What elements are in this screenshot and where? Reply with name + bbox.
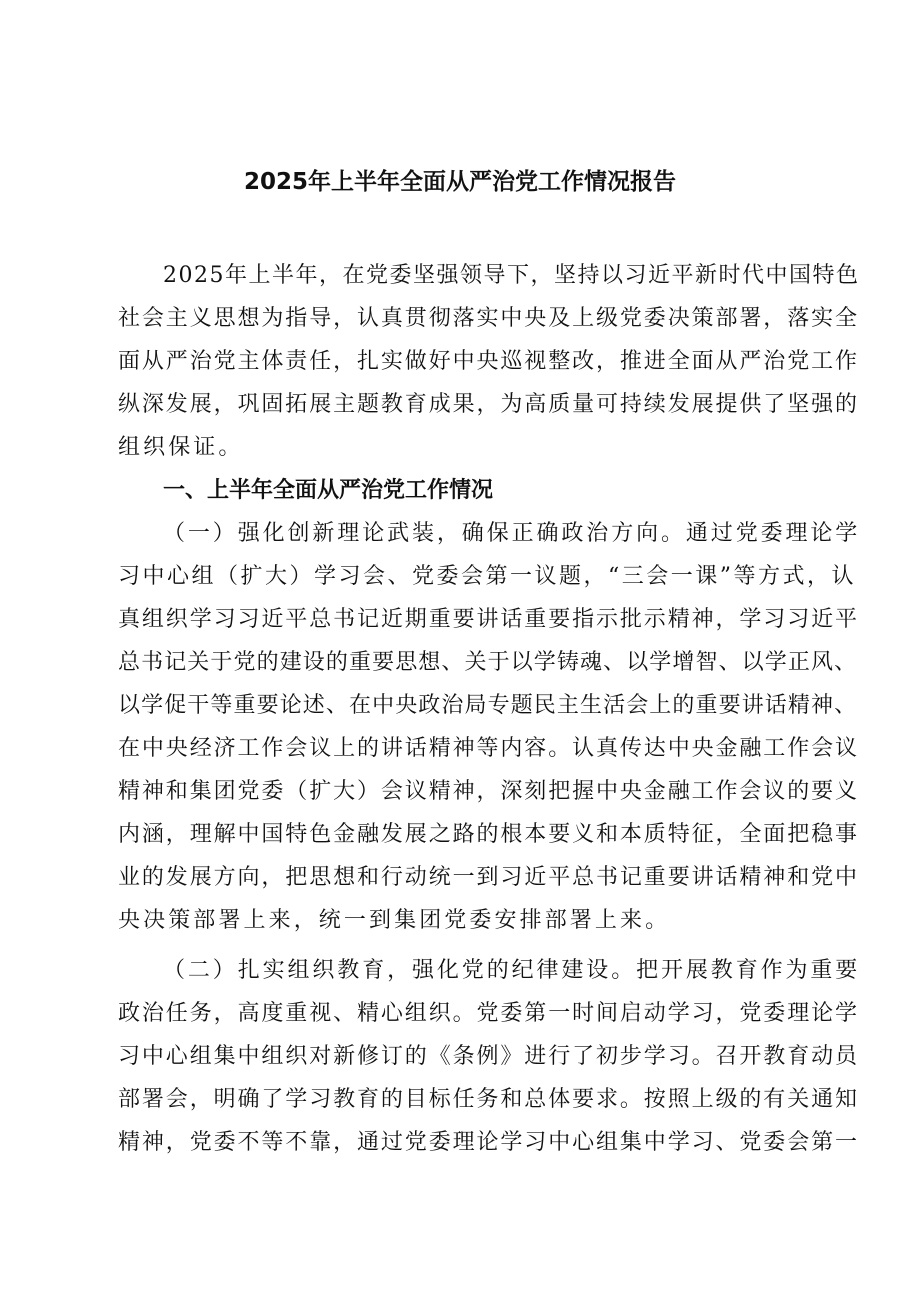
part1-line: 总书记关于党的建设的重要思想、关于以学铸魂、以学增智、以学正风、 [118,650,858,675]
part1-line: 习中心组（扩大）学习会、党委会第一议题，“三会一课”等方式，认 [118,564,856,589]
part1-line: 内涵，理解中国特色金融发展之路的根本要义和本质特征，全面把稳事 [118,822,859,847]
part1-line: 精神和集团党委（扩大）会议精神，深刻把握中央金融工作会议的要义 [118,779,859,804]
intro-line: 面从严治党主体责任，扎实做好中央巡视整改，推进全面从严治党工作 [118,349,859,374]
part1-line: 业的发展方向，把思想和行动统一到习近平总书记重要讲话精神和党中 [118,865,859,890]
part2-line: （二）扎实组织教育，强化党的纪律建设。把开展教育作为重要 [163,958,861,983]
intro-line: 社会主义思想为指导，认真贯彻落实中央及上级党委决策部署，落实全 [118,306,859,331]
document-title: 2025年上半年全面从严治党工作情况报告 [243,169,676,195]
part2-line: 习中心组集中组织对新修订的《条例》进行了初步学习。召开教育动员 [118,1044,859,1069]
part2-line: 部署会，明确了学习教育的目标任务和总体要求。按照上级的有关通知 [118,1087,859,1112]
part1-line: 央决策部署上来，统一到集团党委安排部署上来。 [118,908,671,933]
intro-line: 纵深发展，巩固拓展主题教育成果，为高质量可持续发展提供了坚强的 [118,392,859,417]
part1-line: 以学促干等重要论述、在中央政治局专题民主生活会上的重要讲话精神、 [118,693,858,718]
part1-line: 在中央经济工作会议上的讲话精神等内容。认真传达中央金融工作会议 [118,736,859,761]
part2-line: 政治任务，高度重视、精心组织。党委第一时间启动学习，党委理论学 [118,1001,859,1026]
part2-line: 精神，党委不等不靠，通过党委理论学习中心组集中学习、党委会第一 [118,1130,859,1155]
intro-line: 组织保证。 [118,435,244,460]
section-heading: 一、上半年全面从严治党工作情况 [163,478,494,503]
intro-line: 2025年上半年，在党委坚强领导下，坚持以习近平新时代中国特色 [163,263,860,288]
part1-line: 真组织学习习近平总书记近期重要讲话重要指示批示精神，学习习近平 [118,607,859,632]
part1-line: （一）强化创新理论武装，确保正确政治方向。通过党委理论学 [163,521,861,546]
